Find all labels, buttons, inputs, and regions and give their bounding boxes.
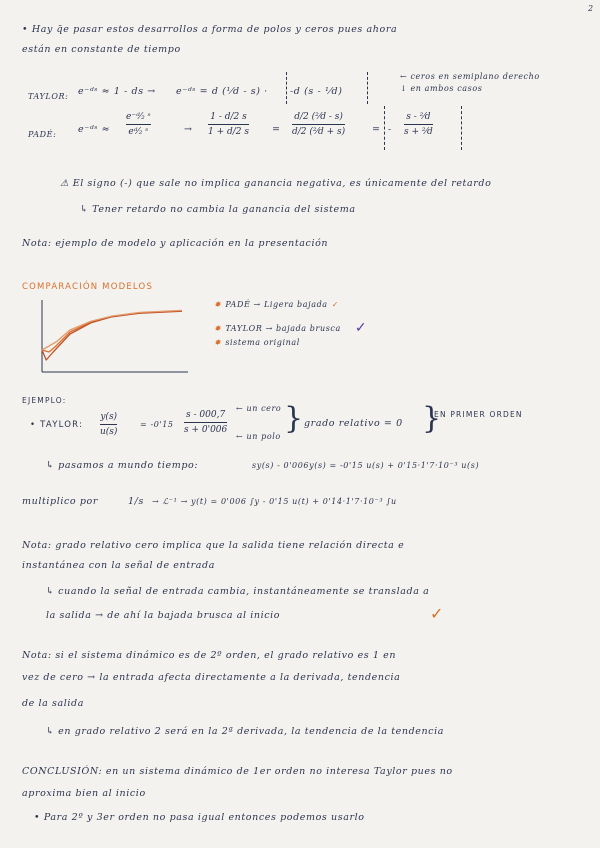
taylor-expr-3: -d (s - ¹⁄d): [290, 86, 343, 97]
example-tiempo: ↳ pasamos a mundo tiempo:: [46, 460, 199, 471]
pade-minus: -: [388, 124, 392, 135]
series-line-2: [42, 310, 182, 350]
intro-line-1: • Hay q̄e pasar estos desarrollos a forma de polos y ceros pues ahora: [22, 24, 398, 35]
example-grado: grado relativo = 0: [304, 418, 403, 429]
comparison-title: COMPARACIÓN MODELOS: [22, 282, 154, 292]
conclusion-line-2: aproxima bien al inicio: [22, 788, 146, 799]
nota2-line-3: ↳ cuando la señal de entrada cambia, instantáneamente se translada a: [46, 586, 430, 597]
bullet-icon: ✸: [214, 323, 222, 333]
example-frac-den: s + 0'006: [184, 425, 228, 435]
pade-f3-den: d/2 (²⁄d + s): [292, 127, 346, 137]
check-icon: ✓: [430, 604, 445, 623]
nota3-line-3: de la salida: [22, 698, 85, 709]
example-frac-num: s - 000,7: [186, 410, 226, 420]
pade-label: PADÉ:: [28, 130, 57, 139]
chart-lines: [42, 310, 182, 360]
nota2-line-4: la salida → de ahí la bajada brusca al inicio: [46, 610, 281, 621]
intro-line-2: están en constante de tiempo: [22, 44, 181, 55]
example-taylor: • TAYLOR:: [30, 420, 84, 430]
fraction-bar: [184, 422, 227, 423]
example-multi-frac: 1/s: [128, 496, 144, 507]
example-label: EJEMPLO:: [22, 396, 67, 405]
page-number: 2: [588, 4, 594, 13]
nota3-line-4: ↳ en grado relativo 2 será en la 2ª derivada, la tendencia de la tendencia: [46, 726, 445, 737]
conclusion-line-3: • Para 2º y 3er orden no pasa igual entonces podemos usarlo: [34, 812, 365, 823]
example-fraction: [184, 410, 227, 435]
nota2-line-2: instantánea con la señal de entrada: [22, 560, 216, 571]
example-multi-eq: → ℒ⁻¹ → y(t) = 0'006 ∫y - 0'15 u(t) + 0'14·1'7·10⁻³ ∫u: [152, 497, 397, 506]
pade-f2-den: 1 + d/2 s: [208, 127, 249, 137]
legend-label-pade: PADÉ → Ligera bajada: [225, 300, 328, 309]
taylor-note-2: ↓ en ambos casos: [400, 84, 483, 93]
example-tf-num: y(s): [100, 412, 118, 422]
pade-f2-num: 1 - d/2 s: [210, 112, 247, 122]
legend-item-pade: [214, 300, 339, 309]
legend-item-taylor: [214, 320, 367, 336]
fraction-bar: [100, 424, 117, 425]
taylor-note-1: ← ceros en semiplano derecho: [400, 72, 540, 81]
example-tf: [100, 412, 117, 437]
legend-label-taylor: TAYLOR → bajada brusca: [225, 323, 341, 333]
warning-line-1: ⚠ El signo (-) que sale no implica ganancia negativa, es únicamente del retardo: [60, 178, 492, 189]
pade-arrow: →: [184, 124, 193, 135]
legend-label-original: sistema original: [225, 338, 300, 347]
comparison-chart: [34, 296, 194, 376]
fraction-bar: [404, 124, 433, 125]
brace-icon: }: [284, 401, 304, 436]
bullet-icon: ✸: [214, 300, 222, 309]
nota-ejemplo: Nota: ejemplo de modelo y aplicación en la presentación: [22, 238, 329, 249]
taylor-expr-1: e⁻ᵈˢ ≈ 1 - ds →: [78, 86, 156, 97]
pade-f1-den: eᵈ⁄₂ ˢ: [128, 127, 149, 137]
bullet-icon: ✸: [214, 338, 222, 347]
brace-icon: }: [422, 401, 442, 436]
example-multi: multiplico por: [22, 496, 98, 507]
pade-lhs: e⁻ᵈˢ ≈: [78, 124, 111, 135]
fraction-bar: [126, 124, 151, 125]
pade-fraction-4: [404, 112, 433, 137]
nota2-line-1: Nota: grado relativo cero implica que la salida tiene relación directa e: [22, 540, 405, 551]
nota3-line-1: Nota: si el sistema dinámico es de 2º orden, el grado relativo es 1 en: [22, 650, 397, 661]
warning-line-2: ↳ Tener retardo no cambia la ganancia del sistema: [80, 204, 356, 215]
pade-f3-num: d/2 (²⁄d - s): [294, 112, 343, 122]
example-tiempo-eq: sy(s) - 0'006y(s) = -0'15 u(s) + 0'15·1'7·10⁻³ u(s): [252, 461, 480, 470]
fraction-bar: [292, 124, 345, 125]
pade-f1-num: e⁻ᵈ⁄₂ ˢ: [126, 112, 151, 122]
legend-item-original: [214, 338, 300, 347]
pade-f4-num: s - ²⁄d: [406, 112, 431, 122]
example-tf-den: u(s): [100, 427, 118, 437]
nota3-line-2: vez de cero → la entrada afecta directamente a la derivada, tendencia: [22, 672, 401, 683]
taylor-expr-2: e⁻ᵈˢ = d (¹⁄d - s) ·: [176, 86, 268, 97]
example-primer-orden: EN PRIMER ORDEN: [434, 410, 523, 419]
check-icon: ✓: [354, 320, 368, 336]
example-gain: = -0'15: [140, 420, 174, 429]
conclusion-line-1: CONCLUSIÓN: en un sistema dinámico de 1er orden no interesa Taylor pues no: [22, 766, 453, 777]
pade-fraction-1: [126, 112, 151, 137]
example-cero-note: ← un cero: [236, 404, 282, 413]
pade-f4-den: s + ²⁄d: [404, 127, 433, 137]
taylor-label: TAYLOR:: [28, 92, 69, 101]
pade-eq-2: =: [372, 124, 381, 135]
pade-fraction-2: [208, 112, 249, 137]
pade-eq: =: [272, 124, 281, 135]
example-polo-note: ← un polo: [236, 432, 281, 441]
fraction-bar: [208, 124, 249, 125]
check-icon: ✓: [331, 300, 339, 309]
pade-fraction-3: [292, 112, 345, 137]
